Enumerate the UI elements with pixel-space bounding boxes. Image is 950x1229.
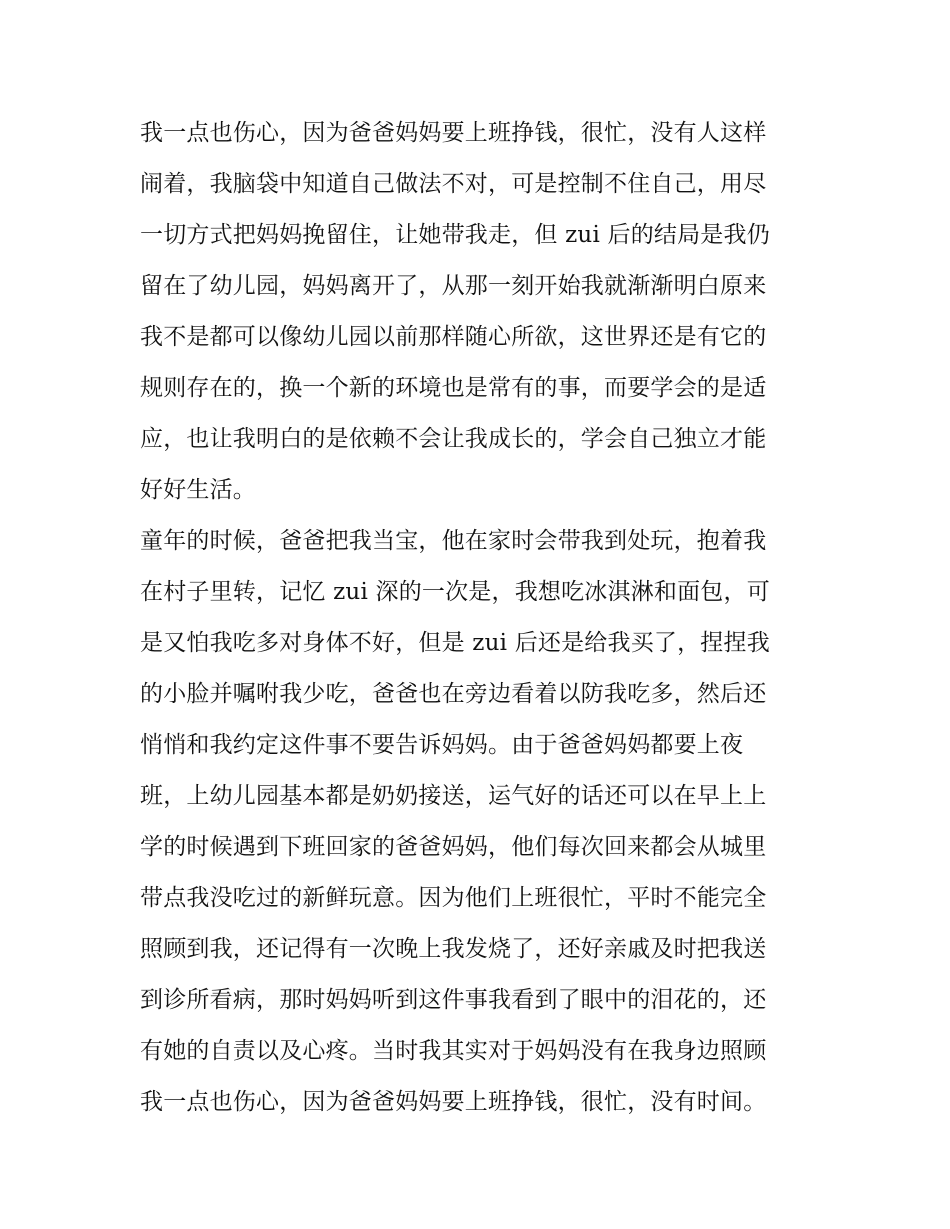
text-line: 应，也让我明白的是依赖不会让我成长的，学会自己独立才能	[140, 426, 767, 452]
body-text	[140, 108, 820, 1128]
text-line: 有她的自责以及心疼。当时我其实对于妈妈没有在我身边照顾	[140, 1038, 767, 1064]
text-line: 好好生活。	[140, 477, 256, 503]
text-line: 悄悄和我约定这件事不要告诉妈妈。由于爸爸妈妈都要上夜	[140, 732, 744, 758]
text-line: 我不是都可以像幼儿园以前那样随心所欲，这世界还是有它的	[140, 324, 767, 350]
text-line: 童年的时候，爸爸把我当宝，他在家时会带我到处玩，抱着我	[140, 528, 767, 554]
text-line: 留在了幼儿园，妈妈离开了，从那一刻开始我就渐渐明白原来	[140, 273, 767, 299]
text-line: 一切方式把妈妈挽留住，让她带我走，但 zui 后的结局是我仍	[140, 222, 770, 248]
text-line: 到诊所看病，那时妈妈听到这件事我看到了眼中的泪花的，还	[140, 987, 767, 1013]
text-line: 是又怕我吃多对身体不好，但是 zui 后还是给我买了，捏捏我	[140, 630, 770, 656]
text-line: 的小脸并嘱咐我少吃，爸爸也在旁边看着以防我吃多，然后还	[140, 681, 767, 707]
text-line: 闹着，我脑袋中知道自己做法不对，可是控制不住自己，用尽	[140, 171, 767, 197]
text-line: 带点我没吃过的新鲜玩意。因为他们上班很忙，平时不能完全	[140, 885, 767, 911]
text-line: 我一点也伤心，因为爸爸妈妈要上班挣钱，很忙，没有时间。	[140, 1089, 767, 1115]
text-line: 照顾到我，还记得有一次晚上我发烧了，还好亲戚及时把我送	[140, 936, 767, 962]
text-line: 在村子里转，记忆 zui 深的一次是，我想吃冰淇淋和面包，可	[140, 579, 770, 605]
text-line: 班，上幼儿园基本都是奶奶接送，运气好的话还可以在早上上	[140, 783, 767, 809]
text-line: 我一点也伤心，因为爸爸妈妈要上班挣钱，很忙，没有人这样	[140, 120, 767, 146]
text-line: 学的时候遇到下班回家的爸爸妈妈，他们每次回来都会从城里	[140, 834, 767, 860]
text-line: 规则存在的，换一个新的环境也是常有的事，而要学会的是适	[140, 375, 767, 401]
